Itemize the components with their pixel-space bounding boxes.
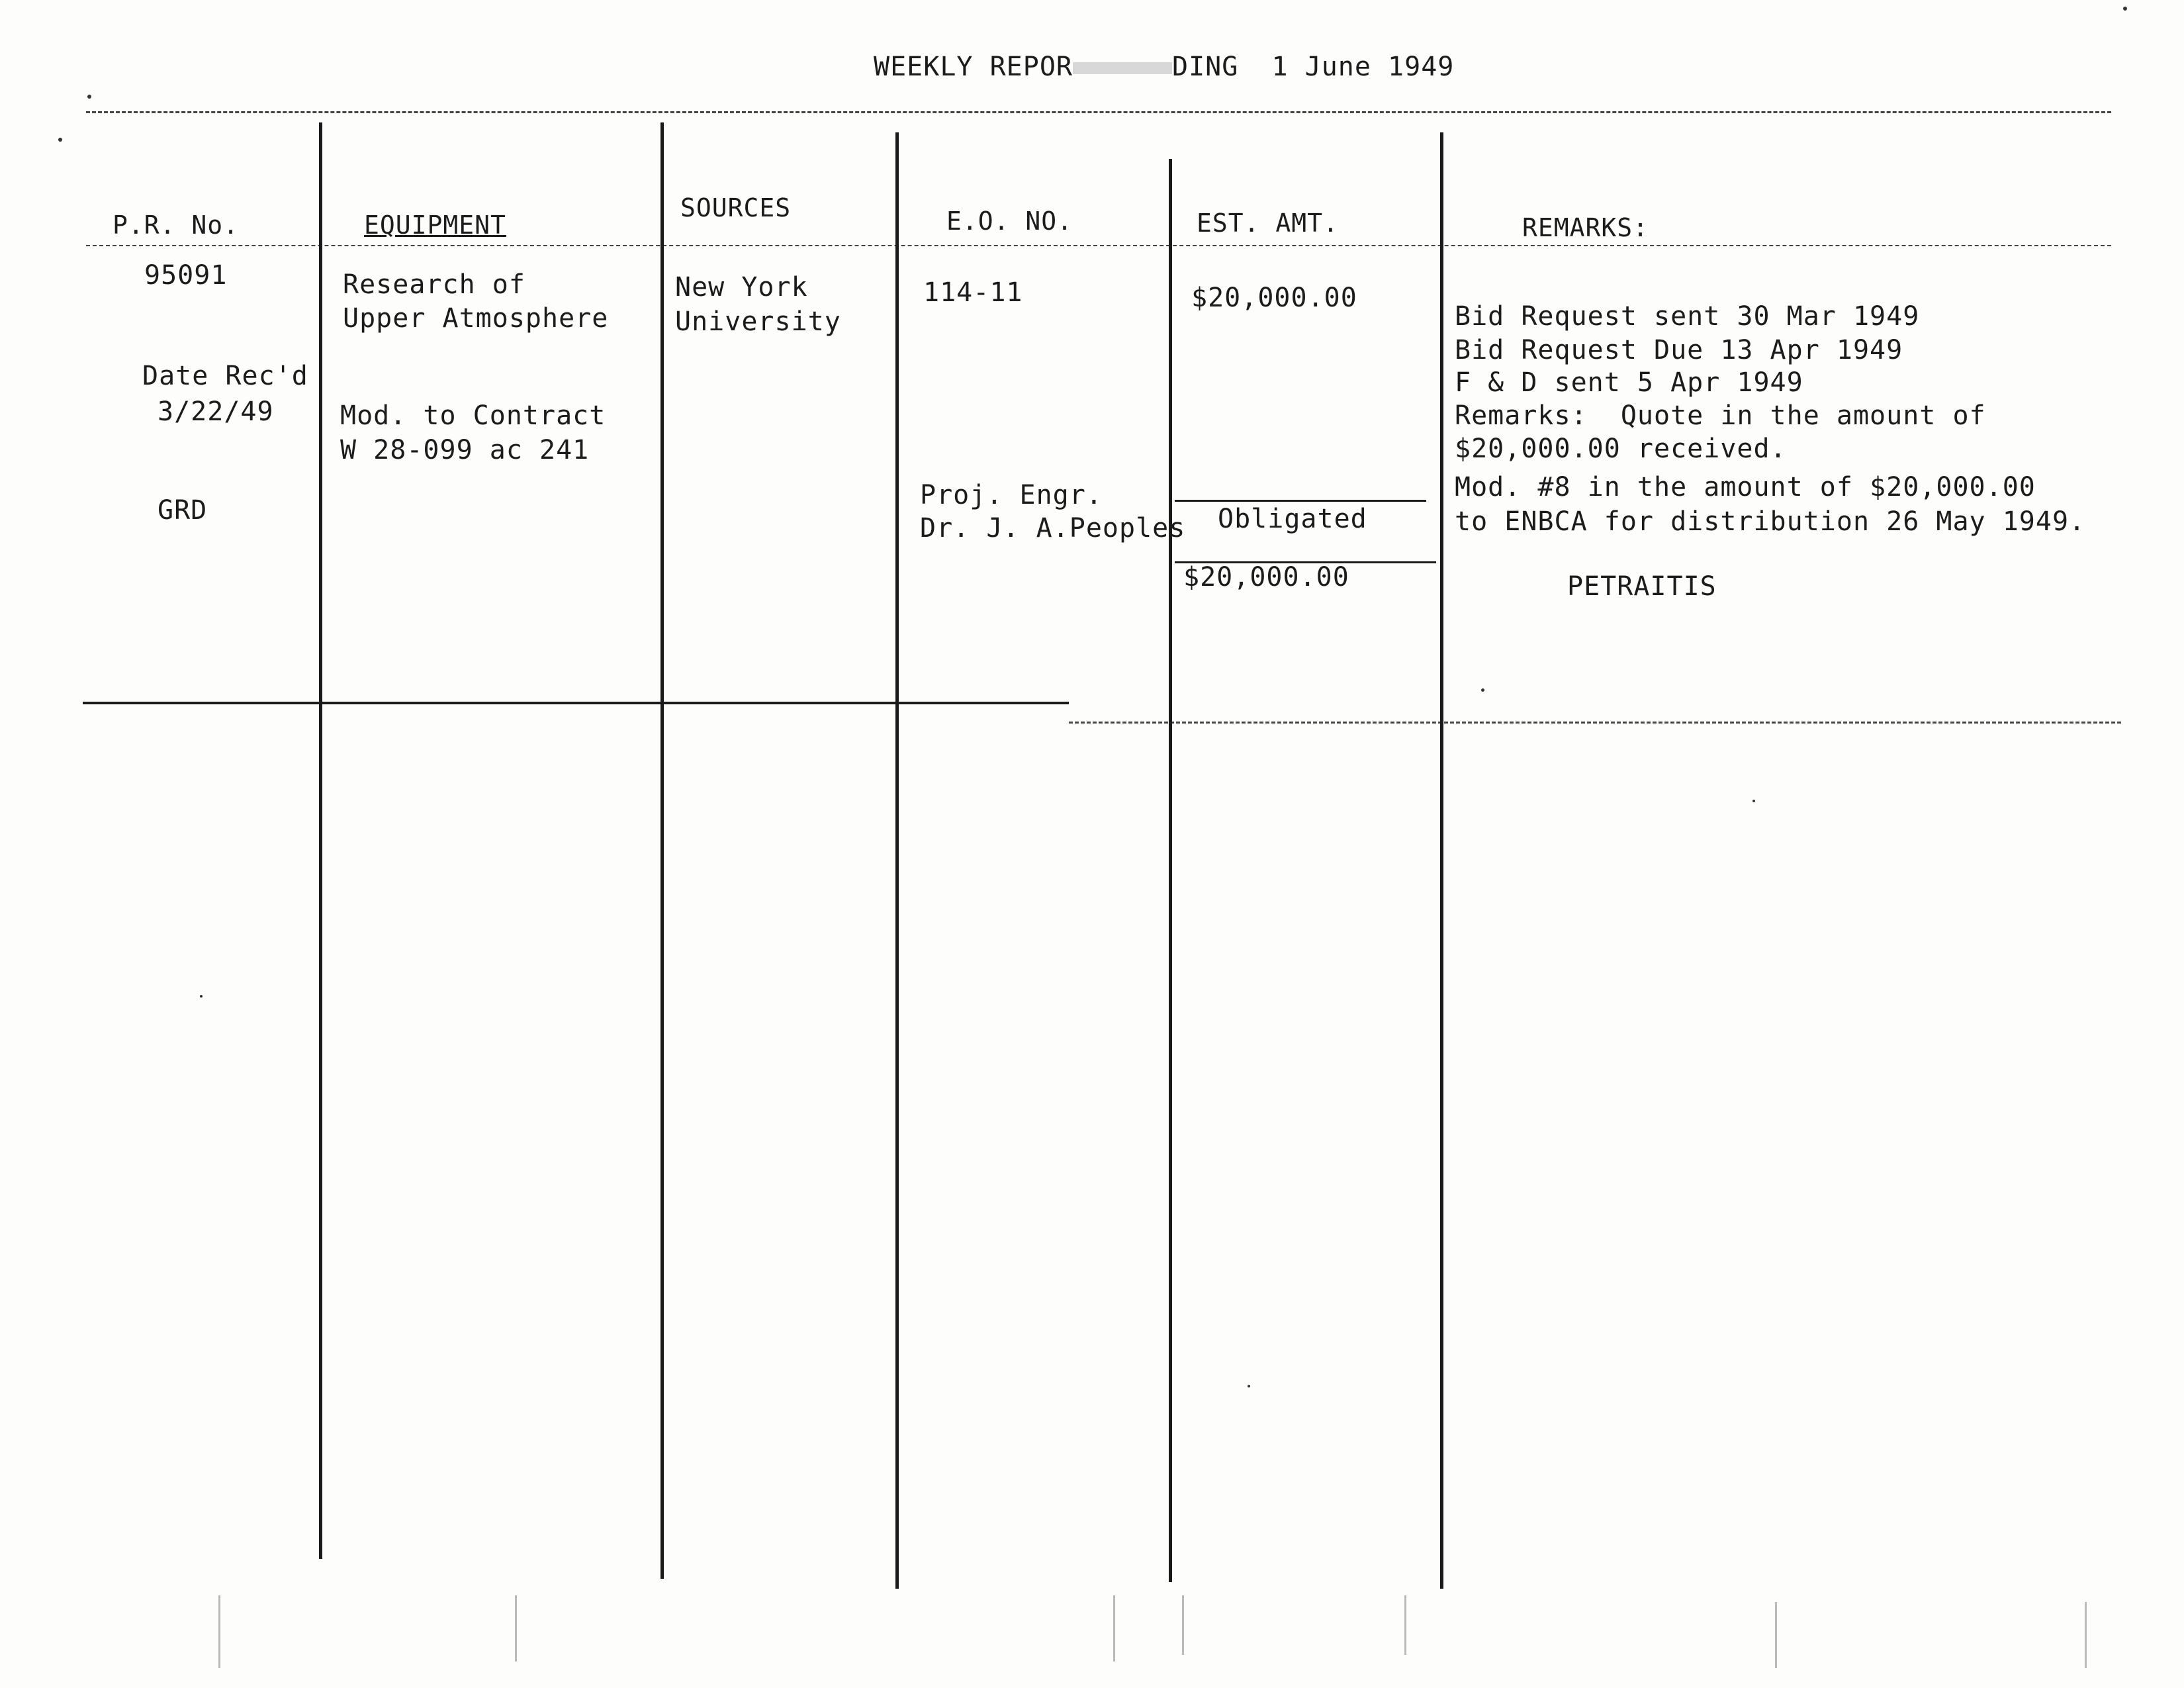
date-received: 3/22/49 — [158, 397, 274, 427]
redaction-mark — [1073, 62, 1172, 74]
source-line-1: New York — [675, 272, 808, 303]
scan-speck — [87, 95, 91, 99]
scan-tick — [1182, 1595, 1184, 1655]
equipment-line-1: Research of — [343, 269, 525, 300]
header-equipment: EQUIPMENT — [364, 211, 506, 240]
column-divider-1 — [319, 122, 322, 1559]
remarks-line-1: Bid Request sent 30 Mar 1949 — [1455, 301, 1920, 332]
column-divider-4 — [1169, 159, 1172, 1582]
column-divider-5 — [1440, 132, 1443, 1589]
report-title — [874, 52, 1454, 82]
column-divider-3 — [895, 132, 899, 1589]
remarks-line-5: $20,000.00 received. — [1455, 434, 1787, 464]
est-amount: $20,000.00 — [1191, 283, 1357, 313]
signature-name: PETRAITIS — [1567, 571, 1717, 602]
scan-tick — [218, 1595, 220, 1668]
top-rule — [86, 111, 2111, 113]
scan-tick — [1775, 1602, 1777, 1668]
eo-number: 114-11 — [923, 277, 1023, 308]
proj-engr-name: Dr. J. A.Peoples — [920, 513, 1186, 543]
row-bottom-rule-left — [83, 702, 1069, 704]
header-pr-no: P.R. No. — [113, 211, 240, 240]
scan-speck — [200, 995, 203, 998]
scan-tick — [2085, 1602, 2087, 1668]
scan-tick — [515, 1595, 517, 1662]
source-line-2: University — [675, 306, 841, 337]
scan-speck — [1481, 688, 1484, 692]
remarks-line-6: Mod. #8 in the amount of $20,000.00 — [1455, 472, 2036, 502]
equipment-line-4: W 28-099 ac 241 — [340, 435, 590, 465]
equipment-line-2: Upper Atmosphere — [343, 303, 609, 334]
remarks-line-7: to ENBCA for distribution 26 May 1949. — [1455, 506, 2086, 537]
column-divider-2 — [660, 122, 664, 1579]
header-sources: SOURCES — [680, 193, 792, 222]
proj-engr-label: Proj. Engr. — [920, 480, 1103, 510]
header-est-amt: EST. AMT. — [1197, 209, 1339, 238]
obligated-amount: $20,000.00 — [1183, 562, 1349, 592]
office-code: GRD — [158, 495, 208, 526]
report-title-suffix: DING 1 June 1949 — [1171, 52, 1455, 82]
report-title-prefix: WEEKLY REPOR — [874, 52, 1073, 82]
scan-speck — [58, 138, 62, 142]
scan-speck — [2123, 7, 2127, 11]
pr-number: 95091 — [144, 260, 228, 291]
equipment-line-3: Mod. to Contract — [340, 400, 606, 431]
remarks-line-3: F & D sent 5 Apr 1949 — [1455, 367, 1803, 398]
scan-tick — [1404, 1595, 1406, 1655]
scan-speck — [1248, 1385, 1250, 1387]
obligated-label: Obligated — [1218, 504, 1367, 534]
date-received-label: Date Rec'd — [142, 361, 308, 391]
row-bottom-rule-right — [1069, 722, 2121, 724]
header-remarks: REMARKS: — [1522, 213, 1649, 242]
scan-speck — [1752, 800, 1755, 802]
header-rule — [86, 245, 2111, 246]
remarks-line-4: Remarks: Quote in the amount of — [1455, 400, 1986, 431]
header-eo-no: E.O. NO. — [946, 207, 1073, 236]
scan-tick — [1113, 1595, 1115, 1662]
remarks-line-2: Bid Request Due 13 Apr 1949 — [1455, 335, 1903, 365]
